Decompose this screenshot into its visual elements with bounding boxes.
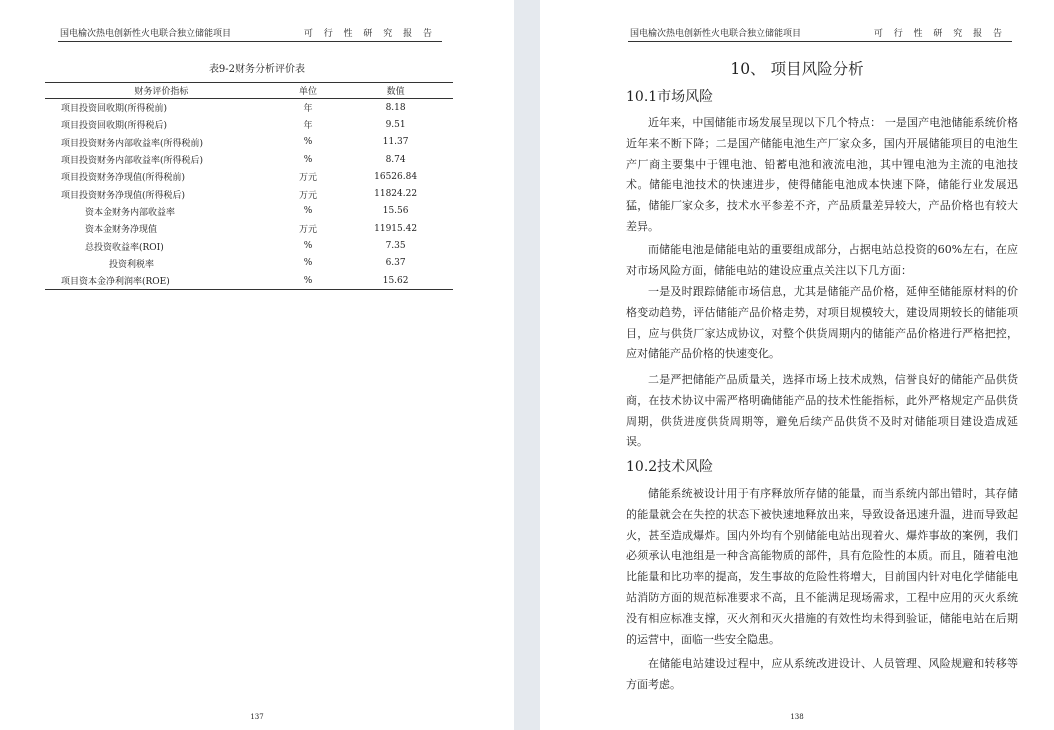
indicator-value: 8.74 (385, 154, 406, 165)
table-row (45, 220, 453, 237)
section-heading-technical-risk: 10.2技术风险 (626, 459, 714, 475)
indicator-value: 6.37 (385, 258, 406, 269)
table-row (45, 151, 453, 168)
table-caption: 表9-2财务分析评价表 (208, 64, 306, 75)
paragraph: 一是及时跟踪储能市场信息，尤其是储能产品价格，延伸至储能原材料的价格变动趋势，评估储能产品价格走势，对项目规模较大，建设周期较长的储能项目，应与供货厂家达成协议，对整个供货周期内的储能产品价格进行严格把控，应对储能产品价格的快速变化。 (626, 285, 1018, 361)
financial-analysis-table (45, 82, 453, 290)
indicator-value: 9.51 (385, 119, 406, 130)
header-rule (58, 41, 442, 42)
indicator-name: 项目投资回收期(所得税前) (61, 104, 168, 115)
table-row (45, 203, 453, 220)
paragraph: 而储能电池是储能电站的重要组成部分，占据电站总投资的60%左右，在应对市场风险方面，储能电站的建设应重点关注以下几方面： (626, 243, 1018, 277)
indicator-name: 项目投资财务内部收益率(所得税后) (61, 156, 204, 167)
page-header (628, 28, 1012, 40)
column-header-indicator: 财务评价指标 (45, 83, 278, 99)
indicator-unit: % (303, 206, 313, 217)
indicator-value: 8.18 (385, 102, 406, 113)
paragraph: 储能系统被设计用于有序释放所存储的能量，而当系统内部出错时，其存储的能量就会在失控的状态下被快速地释放出来，导致设备迅速升温，进而导致起火，甚至造成爆炸。国内外均有个别储能电站出现着火、爆炸事故的案例，我们必须承认电池组是一种含高能物质的部件，具有危险性的本质。而且，随着电池比能量和比功率的提高，发生事故的危险性将增大，目前国内针对电化学储能电站消防方面的规范标准要求不高，且不能满足现场需求，工程中应用的灭火系统没有相应标准支撑，灭火剂和灭火措施的有效性均未得到验证，储能电站在后期的运营中，面临一些安全隐患。 (626, 487, 1018, 646)
indicator-unit: % (278, 272, 338, 290)
page-number: 138 (790, 713, 804, 721)
indicator-name: 项目投资财务内部收益率(所得税前) (61, 138, 204, 149)
header-project-title: 国电榆次热电创新性火电联合独立储能项目 (60, 29, 232, 39)
page-gutter (514, 0, 540, 730)
document-page-left (0, 0, 514, 730)
indicator-unit: % (303, 241, 313, 252)
indicator-name: 资本金财务净现值 (85, 225, 158, 236)
indicator-value: 11.37 (382, 137, 409, 148)
page-number: 137 (250, 713, 264, 721)
table-row (45, 134, 453, 151)
indicator-name: 项目投资财务净现值(所得税后) (61, 190, 186, 201)
table-row (45, 168, 453, 185)
column-header-value: 数值 (338, 83, 453, 99)
indicator-unit: % (303, 137, 313, 148)
table-header-row (45, 83, 453, 99)
table-row (45, 116, 453, 133)
indicator-unit: 万元 (299, 225, 318, 236)
indicator-value: 16526.84 (374, 171, 418, 182)
section-heading-market-risk: 10.1市场风险 (626, 89, 714, 105)
indicator-unit: 万元 (299, 173, 318, 184)
page-header (58, 28, 442, 40)
indicator-name: 总投资收益率(ROI) (85, 242, 164, 253)
indicator-unit: 年 (303, 121, 313, 132)
column-header-unit: 单位 (278, 83, 338, 99)
indicator-value: 11915.42 (374, 223, 418, 234)
indicator-name: 项目投资回收期(所得税后) (61, 121, 168, 132)
indicator-unit: % (303, 154, 313, 165)
paragraph: 近年来，中国储能市场发展呈现以下几个特点： 一是国产电池储能系统价格近年来不断下降；二是国产储能电池生产厂家众多，国内开展储能项目的电池生产厂商主要集中于锂电池、铅蓄电池和液流电池，其中锂电池为主流的电池技术。储能电池技术的快速进步，使得储能电池成本快速下降，储能行业发展迅猛，储能厂家众多，技术水平参差不齐，产品质量差异较大，产品价格也有较大差异。 (626, 116, 1018, 233)
indicator-unit: 万元 (299, 190, 318, 201)
header-rule (628, 41, 1012, 42)
indicator-value: 11824.22 (374, 189, 418, 200)
indicator-value: 7.35 (385, 241, 406, 252)
table-row (45, 185, 453, 202)
table-row (45, 237, 453, 254)
indicator-name: 资本金财务内部收益率 (85, 207, 176, 218)
indicator-name: 项目资本金净利润率(ROE) (45, 272, 278, 290)
document-page-right (540, 0, 1054, 730)
indicator-value: 15.56 (382, 206, 409, 217)
header-report-type: 可 行 性 研 究 报 告 (873, 29, 1006, 39)
table-row (45, 99, 453, 117)
table-row (45, 272, 453, 290)
indicator-value: 15.62 (338, 272, 453, 290)
indicator-name: 项目投资财务净现值(所得税前) (61, 173, 186, 184)
paragraph: 在储能电站建设过程中，应从系统改进设计、人员管理、风险规避和转移等方面考虑。 (626, 657, 1018, 691)
chapter-title: 10、 项目风险分析 (730, 60, 864, 78)
indicator-unit: % (303, 258, 313, 269)
table-row (45, 255, 453, 272)
indicator-name: 投资利税率 (109, 259, 155, 270)
indicator-unit: 年 (303, 104, 313, 115)
header-project-title: 国电榆次热电创新性火电联合独立储能项目 (630, 29, 802, 39)
paragraph: 二是严把储能产品质量关，选择市场上技术成熟，信誉良好的储能产品供货商，在技术协议中需严格明确储能产品的技术性能指标，此外严格规定产品供货周期，供货进度供货周期等，避免后续产品供货不及时对储能项目建设造成延误。 (626, 373, 1018, 449)
header-report-type: 可 行 性 研 究 报 告 (303, 29, 436, 39)
